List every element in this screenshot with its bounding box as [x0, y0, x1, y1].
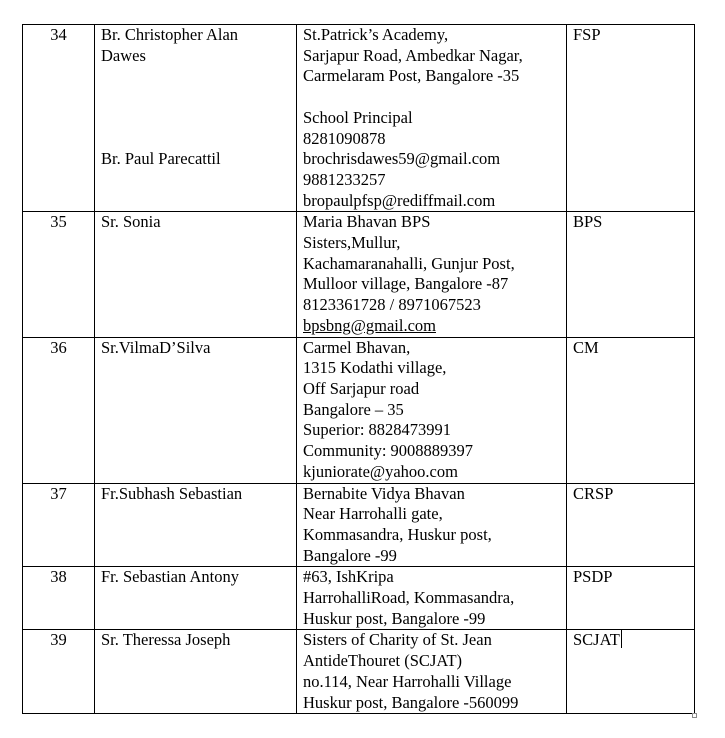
- name-cell: [95, 567, 297, 630]
- address-line: Carmel Bhavan,: [303, 337, 411, 357]
- directory-table: [22, 24, 695, 714]
- table-row: [23, 630, 695, 714]
- name-line: Dawes: [101, 45, 146, 65]
- address-line: Mulloor village, Bangalore -87: [303, 274, 509, 294]
- name-line: Sr. Theressa Joseph: [101, 630, 231, 650]
- name-line: Br. Paul Parecattil: [101, 149, 221, 169]
- table-resize-handle[interactable]: [692, 713, 697, 718]
- code-cell: FSP: [567, 25, 695, 212]
- name-cell: [95, 483, 297, 567]
- address-line: Huskur post, Bangalore -560099: [303, 692, 519, 712]
- name-cell: [95, 212, 297, 337]
- address-cell: [297, 630, 567, 714]
- address-line: #63, IshKripa: [303, 567, 394, 587]
- address-line: Bernabite Vidya Bhavan: [303, 483, 465, 503]
- address-line: Carmelaram Post, Bangalore -35: [303, 66, 520, 86]
- contact-line: School Principal: [303, 107, 413, 127]
- address-line: Near Harrohalli gate,: [303, 504, 443, 524]
- address-line: Community: 9008889397: [303, 441, 474, 461]
- address-line: 8123361728 / 8971067523: [303, 295, 481, 315]
- address-line: 1315 Kodathi village,: [303, 358, 447, 378]
- name-cell: [95, 337, 297, 483]
- address-line: Maria Bhavan BPS: [303, 212, 431, 232]
- address-line: Kommasandra, Huskur post,: [303, 524, 492, 544]
- name-line: Br. Christopher Alan: [101, 25, 239, 44]
- contact-line: brochrisdawes59@gmail.com: [303, 149, 501, 169]
- name-cell: [95, 630, 297, 714]
- row-number: 36: [23, 337, 95, 483]
- table-row: [23, 567, 695, 630]
- address-cell: [297, 25, 567, 212]
- row-number: 39: [23, 630, 95, 714]
- table-row: [23, 25, 695, 212]
- code-cell: PSDP: [567, 567, 695, 630]
- code-cell[interactable]: [567, 630, 695, 714]
- row-number: 38: [23, 567, 95, 630]
- name-line: Fr.Subhash Sebastian: [101, 483, 243, 503]
- row-number: 37: [23, 483, 95, 567]
- contact-line: 9881233257: [303, 169, 386, 189]
- table-row: [23, 483, 695, 567]
- address-line: Off Sarjapur road: [303, 378, 420, 398]
- address-cell: [297, 212, 567, 337]
- address-line: St.Patrick’s Academy,: [303, 25, 449, 44]
- address-line: no.114, Near Harrohalli Village: [303, 671, 512, 691]
- address-line: Bangalore – 35: [303, 399, 404, 419]
- row-number: 35: [23, 212, 95, 337]
- name-line: Sr. Sonia: [101, 212, 161, 232]
- code-cell: CM: [567, 337, 695, 483]
- code-cell: BPS: [567, 212, 695, 337]
- name-cell: [95, 25, 297, 212]
- address-cell: [297, 567, 567, 630]
- address-line: AntideThouret (SCJAT): [303, 651, 463, 671]
- address-line: HarrohalliRoad, Kommasandra,: [303, 588, 515, 608]
- text-cursor: [621, 630, 622, 648]
- address-line: Kachamaranahalli, Gunjur Post,: [303, 253, 515, 273]
- code-cell: CRSP: [567, 483, 695, 567]
- address-cell: [297, 337, 567, 483]
- address-cell: [297, 483, 567, 567]
- email-link[interactable]: bpsbng@gmail.com: [303, 315, 436, 335]
- address-line: kjuniorate@yahoo.com: [303, 461, 458, 481]
- address-line: Bangalore -99: [303, 545, 397, 565]
- table-row: [23, 212, 695, 337]
- table-row: [23, 337, 695, 483]
- contact-line: bropaulpfsp@rediffmail.com: [303, 190, 496, 210]
- row-number: 34: [23, 25, 95, 212]
- address-line: Sisters,Mullur,: [303, 233, 401, 253]
- code-text: SCJAT: [573, 630, 620, 650]
- contact-line: 8281090878: [303, 128, 386, 148]
- name-line: Sr.VilmaD’Silva: [101, 337, 211, 357]
- name-line: Fr. Sebastian Antony: [101, 567, 239, 587]
- address-line: Huskur post, Bangalore -99: [303, 608, 486, 628]
- address-line: Sarjapur Road, Ambedkar Nagar,: [303, 45, 523, 65]
- address-line: Sisters of Charity of St. Jean: [303, 630, 492, 650]
- address-line: Superior: 8828473991: [303, 420, 452, 440]
